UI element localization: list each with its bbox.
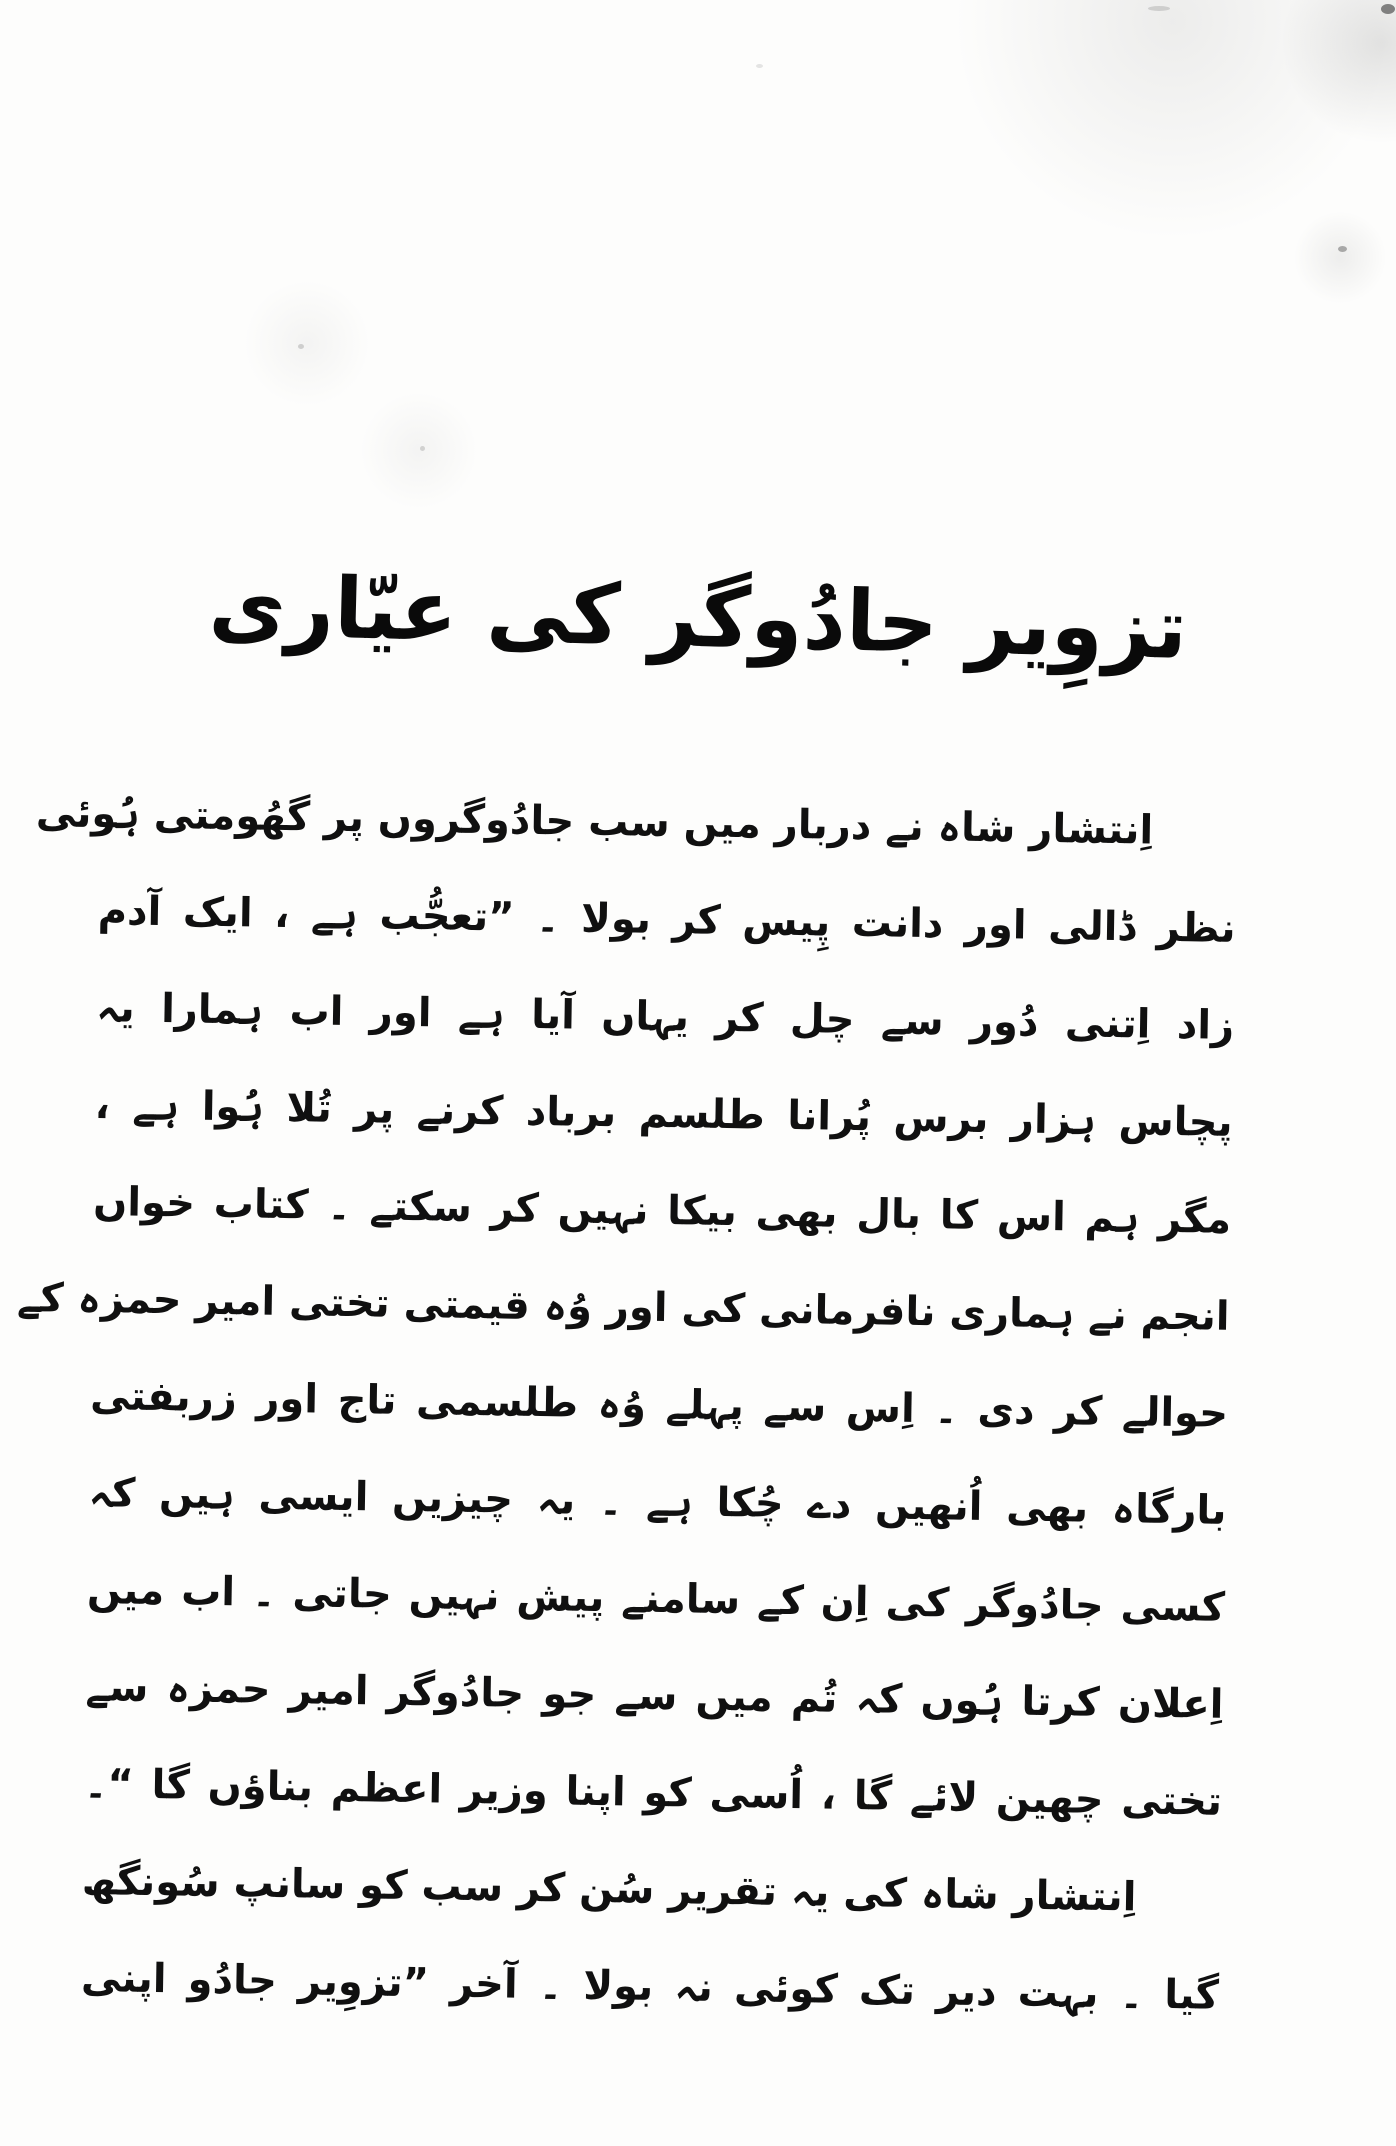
- body-line-2: نظر ڈالی اور دانت پِیس کر بولا ۔ ”تعجُّب ہے ، ایک آدم: [97, 888, 1237, 952]
- body-line-5: مگر ہم اس کا بال بھی بیکا نہیں کر سکتے ۔ کتاب خواں: [92, 1179, 1232, 1243]
- body-line-10: اِعلان کرتا ہُوں کہ تُم میں سے جو جادُوگر امیر حمزہ سے: [85, 1663, 1224, 1728]
- body-line-8: بارگاہ بھی اُنھیں دے چُکا ہے ۔ یہ چیزیں ایسی ہیں کہ: [88, 1469, 1227, 1534]
- scan-speck: [1338, 246, 1347, 252]
- scan-speck: [1381, 4, 1395, 14]
- body-text-block: [16, 766, 1238, 2045]
- scan-speck: [420, 446, 425, 451]
- scan-speck: [298, 344, 304, 349]
- body-line-13: گیا ۔ بہت دیر تک کوئی نہ بولا ۔ آخر ”تزوِیر جادُو اپنی: [80, 1954, 1220, 2019]
- body-line-11: تختی چھین لائے گا ، اُسی کو اپنا وزیر اعظم بناؤں گا “۔: [83, 1760, 1223, 1825]
- body-line-3: زاد اِتنی دُور سے چل کر یہاں آیا ہے اور اب ہمارا یہ: [95, 985, 1235, 1049]
- body-line-12: اِنتشار شاہ کی یہ تقریر سُن کر سب کو سانپ سُونگھ: [81, 1857, 1137, 1921]
- body-line-6: انجم نے ہماری نافرمانی کی اور وُہ قیمتی تختی امیر حمزہ کے: [16, 1274, 1230, 1340]
- body-line-1: اِنتشار شاہ نے دربار میں سب جادُوگروں پر گھُومتی ہُوئی: [35, 790, 1154, 854]
- body-line-4: پچاس ہزار برس پُرانا طلسم برباد کرنے پر تُلا ہُوا ہے ،: [94, 1082, 1233, 1146]
- body-line-9: کسی جادُوگر کی اِن کے سامنے پیش نہیں جاتی ۔ اب میں: [86, 1566, 1226, 1631]
- body-line-7: حوالے کر دی ۔ اِس سے پہلے وُہ طلسمی تاج اور زربفتی: [89, 1372, 1229, 1437]
- scan-speck: [756, 64, 763, 68]
- page-title: تزوِیر جادُوگر کی عیّاری: [207, 556, 1189, 678]
- scan-speck: [1148, 6, 1170, 11]
